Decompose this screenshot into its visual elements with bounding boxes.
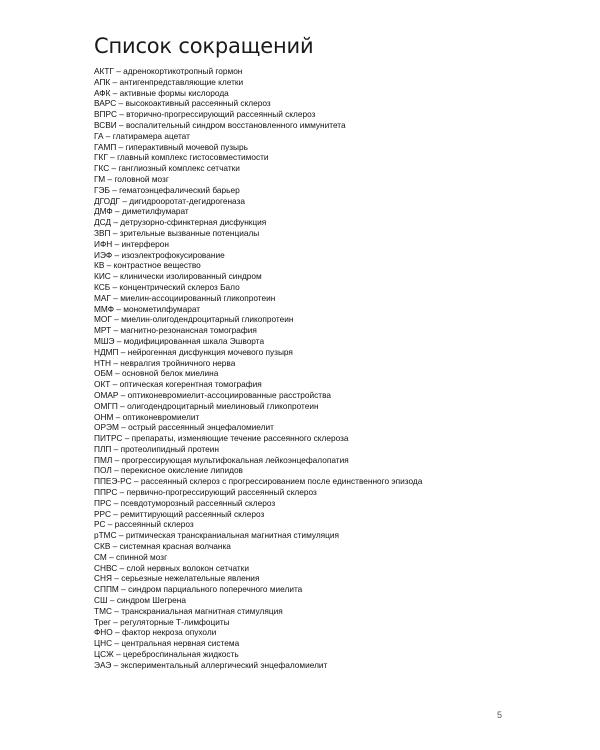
abbreviation-definition: модифицированная шкала Эшворта (123, 335, 265, 346)
abbreviation-definition: олигодендроцитарный миелиновый гликопротеин (127, 400, 319, 411)
abbreviation-entry (94, 88, 574, 99)
abbreviation-term: ММФ (94, 303, 115, 314)
abbreviation-entry (94, 649, 574, 660)
abbreviation-entry (94, 455, 574, 466)
abbreviation-term: ЦНС (94, 638, 113, 649)
abbreviation-definition: клинически изолированный синдром (120, 271, 262, 282)
abbreviation-entry (94, 390, 574, 401)
abbreviation-entry (94, 98, 574, 109)
abbreviation-definition: миелин-олигодендроцитарный гликопротеин (121, 314, 294, 325)
abbreviation-definition: рассеянный склероз с прогрессированием после единственного эпизода (140, 476, 423, 487)
abbreviation-term: АФК (94, 87, 111, 98)
abbreviation-term: ППРС (94, 487, 118, 498)
abbreviation-definition: синдром Шегрена (116, 595, 186, 606)
abbreviation-definition: экспериментальный аллергический энцефаломиелит (120, 659, 328, 670)
abbreviation-definition: зрительные вызванные потенциалы (119, 227, 260, 238)
abbreviation-entry (94, 217, 574, 228)
abbreviation-separator: – (110, 292, 121, 303)
abbreviation-entry (94, 444, 574, 455)
abbreviation-definition: регуляторные Т-лимфоциты (120, 616, 230, 627)
abbreviation-definition: прогрессирующая мультифокальная лейкоэнцефалопатия (121, 454, 349, 465)
abbreviation-term: ГКГ (94, 152, 108, 163)
abbreviation-definition: диметилфумарат (121, 206, 189, 217)
abbreviation-entry (94, 66, 574, 77)
abbreviation-term: АКТГ (94, 66, 114, 76)
abbreviation-term: СМ (94, 551, 107, 562)
abbreviation-entry (94, 573, 574, 584)
abbreviation-term: ДМФ (94, 206, 113, 217)
abbreviation-entry (94, 325, 574, 336)
abbreviation-definition: вторично-прогрессирующий рассеянный склероз (126, 109, 316, 120)
abbreviation-term: ПРС (94, 497, 112, 508)
abbreviation-term: ПИТРС (94, 433, 123, 444)
abbreviation-term: ОКТ (94, 379, 111, 390)
abbreviation-definition: оптическая когерентная томография (119, 379, 262, 390)
abbreviation-separator: – (110, 541, 120, 552)
abbreviation-separator: – (114, 303, 124, 314)
abbreviation-separator: – (110, 281, 120, 292)
abbreviation-term: РС (94, 519, 106, 530)
abbreviation-entry (94, 368, 574, 379)
abbreviation-entry (94, 563, 574, 574)
abbreviation-term: СППМ (94, 584, 119, 595)
abbreviation-entry (94, 250, 574, 261)
abbreviation-separator: – (113, 649, 124, 660)
abbreviation-separator: – (111, 357, 121, 368)
abbreviation-entry (94, 239, 574, 250)
abbreviation-term: ДСД (94, 217, 112, 228)
abbreviation-entry (94, 422, 574, 433)
abbreviation-entry (94, 617, 574, 628)
abbreviation-term: ВСВИ (94, 119, 117, 130)
abbreviation-separator: – (112, 638, 122, 649)
abbreviation-entry (94, 185, 574, 196)
abbreviation-entry (94, 638, 574, 649)
abbreviation-term: ВПРС (94, 109, 117, 120)
abbreviation-definition: изоэлектрофокусирование (121, 249, 225, 260)
abbreviation-entry (94, 606, 574, 617)
abbreviation-separator: – (117, 562, 127, 573)
abbreviation-entry (94, 174, 574, 185)
abbreviation-entry (94, 509, 574, 520)
abbreviation-term: СКВ (94, 541, 111, 552)
abbreviation-separator: – (105, 519, 115, 530)
abbreviation-term: ПОЛ (94, 465, 112, 476)
abbreviation-entry (94, 584, 574, 595)
abbreviation-definition: цереброспинальная жидкость (123, 649, 239, 660)
abbreviation-definition: первично-прогрессирующий рассеянный склероз (126, 487, 317, 498)
abbreviation-term: НДМП (94, 346, 119, 357)
abbreviation-entry (94, 347, 574, 358)
abbreviation-term: ОНМ (94, 411, 114, 422)
abbreviation-term: КИС (94, 271, 111, 282)
abbreviation-entry (94, 530, 574, 541)
abbreviation-definition: активные формы кислорода (119, 87, 229, 98)
abbreviation-term: НТН (94, 357, 112, 368)
abbreviation-separator: – (112, 368, 123, 379)
abbreviation-separator: – (117, 487, 127, 498)
abbreviation-entry (94, 120, 574, 131)
abbreviation-entry (94, 379, 574, 390)
abbreviation-entry (94, 476, 574, 487)
abbreviation-term: СШ (94, 595, 108, 606)
abbreviation-entry (94, 314, 574, 325)
abbreviation-definition: системная красная волчанка (119, 541, 231, 552)
page-number: 5 (496, 710, 502, 720)
abbreviation-definition: препараты, изменяющие течение рассеянного склероза (131, 433, 349, 444)
abbreviation-definition: серьезные нежелательные явления (121, 573, 260, 584)
abbreviation-term: ЗВП (94, 227, 111, 238)
abbreviation-entry (94, 271, 574, 282)
abbreviation-separator: – (113, 411, 123, 422)
abbreviation-separator: – (107, 152, 118, 163)
abbreviation-entry (94, 109, 574, 120)
abbreviation-term: МОГ (94, 314, 112, 325)
abbreviation-definition: центральная нервная система (121, 638, 240, 649)
abbreviation-definition: гематоэнцефалический барьер (119, 184, 240, 195)
abbreviation-separator: – (117, 400, 128, 411)
abbreviation-definition: глатирамера ацетат (112, 130, 190, 141)
abbreviation-term: ППЕЭ-РС (94, 476, 132, 487)
abbreviation-separator: – (110, 227, 120, 238)
abbreviation-term: ГЭБ (94, 184, 110, 195)
abbreviation-separator: – (111, 497, 121, 508)
abbreviation-definition: острый рассеянный энцефаломиелит (128, 422, 274, 433)
abbreviation-entry (94, 282, 574, 293)
abbreviation-term: ДГОДГ (94, 195, 121, 206)
abbreviation-entry (94, 304, 574, 315)
abbreviation-definition: дигидрооротат-дегидрогеназа (129, 195, 246, 206)
abbreviation-definition: рассеянный склероз (114, 519, 194, 530)
abbreviation-separator: – (110, 616, 121, 627)
abbreviation-separator: – (111, 659, 121, 670)
abbreviation-term: КСБ (94, 281, 111, 292)
abbreviation-definition: перекисное окисление липидов (121, 465, 243, 476)
abbreviation-separator: – (120, 195, 130, 206)
abbreviation-separator: – (111, 605, 122, 616)
abbreviation-term: ИФН (94, 238, 113, 249)
abbreviation-definition: слой нервных волокон сетчатки (126, 562, 249, 573)
abbreviation-entry (94, 293, 574, 304)
abbreviation-definition: воспалительный синдром восстановленного иммунитета (125, 119, 346, 130)
abbreviation-entry (94, 552, 574, 563)
abbreviation-definition: концентрический склероз Бало (119, 281, 240, 292)
abbreviation-term: ГА (94, 130, 104, 141)
abbreviation-entry (94, 487, 574, 498)
abbreviation-list (94, 66, 574, 671)
abbreviation-separator: – (107, 595, 117, 606)
abbreviation-definition: высокоактивный рассеянный склероз (125, 98, 271, 109)
abbreviation-separator: – (111, 573, 122, 584)
abbreviation-separator: – (118, 422, 129, 433)
abbreviation-separator: – (118, 389, 128, 400)
abbreviation-separator: – (122, 433, 132, 444)
abbreviation-definition: интерферон (121, 238, 169, 249)
abbreviation-definition: адренокортикотропный гормон (123, 66, 243, 76)
abbreviation-term: ТМС (94, 605, 112, 616)
abbreviation-term: ПЛП (94, 443, 112, 454)
abbreviation-definition: ритмическая транскраниальная магнитная стимуляция (125, 530, 340, 541)
abbreviation-definition: фактор некроза опухоли (122, 627, 217, 638)
abbreviation-separator: – (112, 454, 122, 465)
abbreviation-term: ВАРС (94, 98, 117, 109)
abbreviation-entry (94, 519, 574, 530)
abbreviation-term: ОБМ (94, 368, 113, 379)
abbreviation-entry (94, 465, 574, 476)
abbreviation-term: АПК (94, 76, 111, 87)
abbreviation-entry (94, 412, 574, 423)
abbreviation-entry (94, 152, 574, 163)
abbreviation-term: МШЭ (94, 335, 115, 346)
abbreviation-term: ОМГП (94, 400, 118, 411)
abbreviation-entry (94, 541, 574, 552)
abbreviation-separator: – (116, 98, 126, 109)
abbreviation-term: МРТ (94, 325, 112, 336)
abbreviation-separator: – (131, 476, 141, 487)
abbreviation-entry (94, 163, 574, 174)
abbreviation-separator: – (116, 119, 126, 130)
abbreviation-entry (94, 336, 574, 347)
abbreviation-definition: главный комплекс гистосовместимости (117, 152, 269, 163)
abbreviation-term: ЭАЭ (94, 659, 112, 670)
abbreviation-term: ГКС (94, 163, 110, 174)
abbreviation-entry (94, 498, 574, 509)
abbreviation-separator: – (110, 271, 121, 282)
abbreviation-definition: гиперактивный мочевой пузырь (125, 141, 248, 152)
abbreviation-separator: – (110, 87, 120, 98)
abbreviation-definition: синдром парциального поперечного миелита (128, 584, 303, 595)
abbreviation-definition: магнитно-резонансная томография (120, 325, 257, 336)
abbreviation-separator: – (106, 551, 117, 562)
abbreviation-entry (94, 77, 574, 88)
abbreviation-separator: – (118, 584, 129, 595)
abbreviation-definition: псевдотуморозный рассеянный склероз (120, 497, 276, 508)
abbreviation-definition: миелин-ассоциированный гликопротеин (120, 292, 276, 303)
abbreviation-definition: невралгия тройничного нерва (120, 357, 236, 368)
abbreviation-term: КВ (94, 260, 105, 271)
abbreviation-separator: – (111, 314, 122, 325)
abbreviation-definition: оптиконевромиелит-ассоциированные расстройства (127, 389, 332, 400)
abbreviation-separator: – (103, 130, 113, 141)
abbreviation-separator: – (109, 184, 120, 195)
abbreviation-entry (94, 206, 574, 217)
abbreviation-separator: – (111, 217, 121, 228)
abbreviation-separator: – (112, 627, 122, 638)
abbreviation-entry (94, 595, 574, 606)
abbreviation-entry (94, 196, 574, 207)
abbreviation-separator: – (112, 206, 122, 217)
abbreviation-definition: головной мозг (114, 173, 169, 184)
abbreviation-term: рТМС (94, 530, 117, 541)
abbreviation-definition: ремиттирующий рассеянный склероз (120, 508, 265, 519)
abbreviation-entry (94, 131, 574, 142)
abbreviation-term: ОРЭМ (94, 422, 119, 433)
abbreviation-entry (94, 627, 574, 638)
abbreviation-term: РРС (94, 508, 111, 519)
abbreviation-separator: – (116, 141, 126, 152)
abbreviation-entry (94, 142, 574, 153)
abbreviation-term: МАГ (94, 292, 111, 303)
abbreviation-term: ГМ (94, 173, 106, 184)
abbreviation-entry (94, 433, 574, 444)
abbreviation-definition: антигенпредставляющие клетки (119, 76, 244, 87)
abbreviation-definition: монометилфумарат (123, 303, 201, 314)
abbreviation-term: ЦСЖ (94, 649, 114, 660)
abbreviation-term: СНВС (94, 562, 118, 573)
abbreviation-separator: – (111, 443, 121, 454)
abbreviation-separator: – (118, 346, 128, 357)
abbreviation-term: ФНО (94, 627, 113, 638)
abbreviation-term: СНЯ (94, 573, 112, 584)
abbreviation-entry (94, 358, 574, 369)
abbreviation-definition: основной белок миелина (122, 368, 219, 379)
abbreviation-entry (94, 260, 574, 271)
abbreviation-term: Трег (94, 616, 111, 627)
abbreviation-separator: – (110, 379, 120, 390)
abbreviation-separator: – (112, 238, 122, 249)
abbreviation-definition: контрастное вещество (113, 260, 201, 271)
abbreviation-separator: – (113, 66, 124, 76)
abbreviation-separator: – (109, 163, 119, 174)
abbreviation-term: ПМЛ (94, 454, 113, 465)
abbreviation-term: ОМАР (94, 389, 119, 400)
abbreviation-separator: – (105, 173, 115, 184)
abbreviation-entry (94, 228, 574, 239)
abbreviation-separator: – (114, 335, 124, 346)
abbreviation-separator: – (110, 76, 120, 87)
abbreviation-definition: оптиконевромиелит (122, 411, 200, 422)
abbreviation-definition: транскраниальная магнитная стимуляция (121, 605, 283, 616)
page-title: Список сокращений (94, 34, 314, 58)
abbreviation-definition: ганглиозный комплекс сетчатки (118, 163, 240, 174)
abbreviation-separator: – (116, 530, 126, 541)
abbreviation-separator: – (111, 325, 121, 336)
abbreviation-separator: – (104, 260, 114, 271)
abbreviation-definition: нейрогенная дисфункция мочевого пузыря (127, 346, 293, 357)
abbreviation-entry (94, 660, 574, 671)
abbreviation-separator: – (112, 249, 122, 260)
abbreviation-term: ГАМП (94, 141, 117, 152)
abbreviation-term: ИЭФ (94, 249, 113, 260)
abbreviation-definition: спинной мозг (116, 551, 168, 562)
abbreviation-separator: – (116, 109, 127, 120)
abbreviation-entry (94, 401, 574, 412)
abbreviation-definition: детрузорно-сфинктерная дисфункция (120, 217, 267, 228)
abbreviation-separator: – (111, 465, 122, 476)
abbreviation-separator: – (110, 508, 121, 519)
abbreviation-definition: протеолипидный протеин (120, 443, 219, 454)
